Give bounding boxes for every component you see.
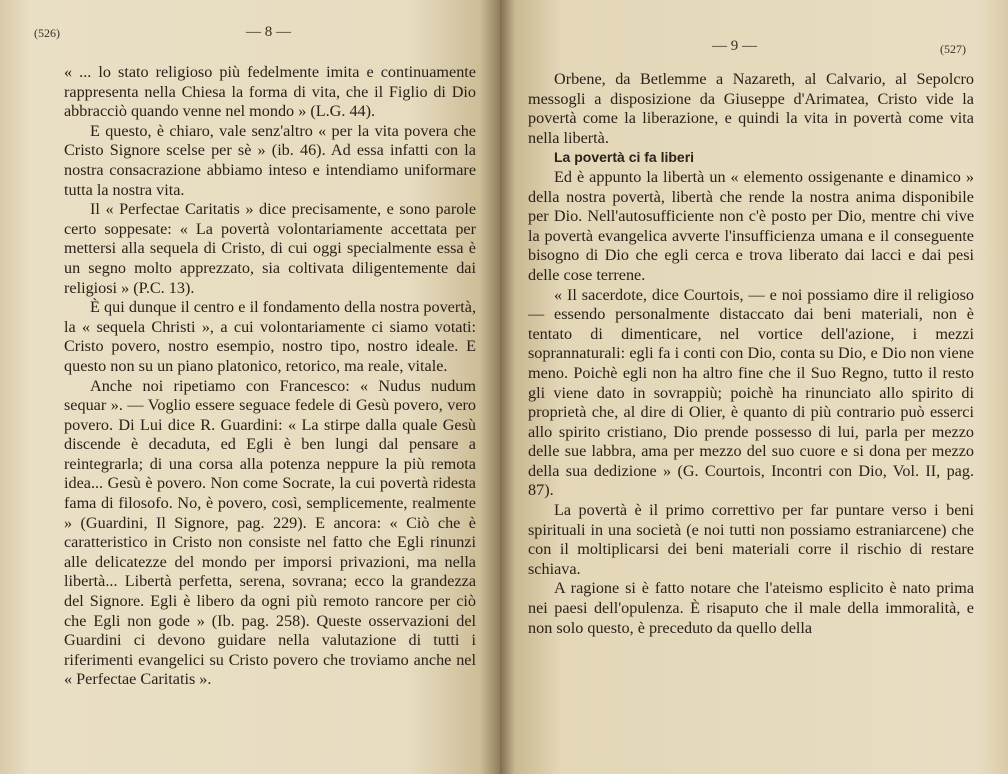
- paragraph: È qui dunque il centro e il fondamento della nostra povertà, la « sequela Christi », a cui volontariamente ci siamo votati: Cristo povero, nostro esempio, nostro tipo, nostro ideale. E questo non su un piano platonico, retorico, ma reale, vitale.: [64, 298, 476, 375]
- right-page-bracket-number: (527): [940, 42, 966, 56]
- paragraph: « ... lo stato religioso più fedelmente imita e continuamente rappresenta nella Chiesa la forma di vita, che il Figlio di Dio abbracciò quando venne nel mondo » (L.G. 44).: [64, 63, 476, 121]
- paragraph: Il « Perfectae Caritatis » dice precisamente, e sono parole certo soppesate: « La povertà volontariamente accettata per mettersi alla sequela di Cristo, di cui oggi specialmente essa è un segno molto apprezzato, sia coltivata diligentemente dai religiosi » (P.C. 13).: [64, 200, 476, 297]
- right-page-number: — 9 —: [712, 38, 757, 54]
- left-page-number: — 8 —: [246, 24, 291, 40]
- paragraph: Anche noi ripetiamo con Francesco: « Nudus nudum sequar ». — Voglio essere seguace fedele di Gesù povero, vero povero. Di Lui dice R. Guardini: « La stirpe dalla quale Gesù discende è decaduta, ed Egli è ben lungi dal pensare a reintegrarla; di una corsa alla potenza neppure la più remota idea... Gesù è povero. Non come Socrate, la cui povertà ridesta fama di filosofo. No, è povero, così, semplicemente, realmente » (Guardini, Il Signore, pag. 229). E ancora: « Ciò che è caratteristico in Cristo non consiste nel fatto che Egli rinunzi alle delicatezze del mondo per imporsi privazioni, ma nella libertà... Libertà perfetta, serena, sovrana; ecco la grandezza del Signore. Egli è libero da ogni più remoto rancore per ciò che Egli non gode » (Ib. pag. 258). Queste osservazioni del Guardini ci devono guidare nella valutazione di tutti i riferimenti evangelici su Cristo povero che troviamo anche nel « Perfectae Caritatis ».: [64, 376, 476, 689]
- section-heading: La povertà ci fa liberi: [554, 149, 695, 166]
- paragraph: Orbene, da Betlemme a Nazareth, al Calvario, al Sepolcro messogli a disposizione da Giuseppe d'Arimatea, Cristo vide la povertà come la liberazione, e quindi la vita in povertà come vita nella libertà.: [528, 70, 974, 147]
- right-page-body: [528, 70, 974, 638]
- paragraph: Ed è appunto la libertà un « elemento ossigenante e dinamico » della nostra povertà, libertà che rende la nostra anima disponibile per Dio. Nell'autosufficiente non c'è posto per Dio, mentre chi vive la povertà evangelica avverte l'insufficienza umana e il conseguente bisogno di Dio che egli cerca e trova liberato dai lacci e dai pesi delle cose terrene.: [528, 167, 974, 284]
- paragraph: « Il sacerdote, dice Courtois, — e noi possiamo dire il religioso — essendo personalmente distaccato dai beni materiali, non è tentato di dimenticare, nel vortice dell'azione, i mezzi soprannaturali: egli fa i conti con Dio, conta su Dio, e Dio non viene meno. Poichè egli non ha altro fine che il Suo Regno, tutto il resto gli viene dato in sovrappiù; poichè ha rinunciato allo spirito di proprietà che, al dire di Olier, è quanto di più contrario può esserci allo spirito cristiano, Dio prende possesso di lui, parla per mezzo delle sue labbra, ama per mezzo del suo cuore e si dona per mezzo della sua dedizione » (G. Courtois, Incontri con Dio, Vol. II, pag. 87).: [528, 285, 974, 500]
- left-page-bracket-number: (526): [34, 26, 60, 40]
- paragraph: A ragione si è fatto notare che l'ateismo esplicito è nato prima nei paesi dell'opulenza. È risaputo che il male della immoralità, e non solo questo, è preceduto da quello della: [528, 579, 974, 637]
- paragraph: La povertà è il primo correttivo per far puntare verso i beni spirituali in una società (e noi tutti non possiamo estraniarcene) che con il moltiplicarsi dei beni materiali corre il rischio di restare schiava.: [528, 501, 974, 578]
- paragraph: E questo, è chiaro, vale senz'altro « per la vita povera che Cristo Signore scelse per sè » (ib. 46). Ad essa infatti con la nostra consacrazione abbiamo inteso e intendiamo uniformare tutta la nostra vita.: [64, 121, 476, 199]
- left-page: [0, 0, 500, 774]
- left-page-body: [64, 63, 476, 690]
- right-page: [500, 0, 1008, 774]
